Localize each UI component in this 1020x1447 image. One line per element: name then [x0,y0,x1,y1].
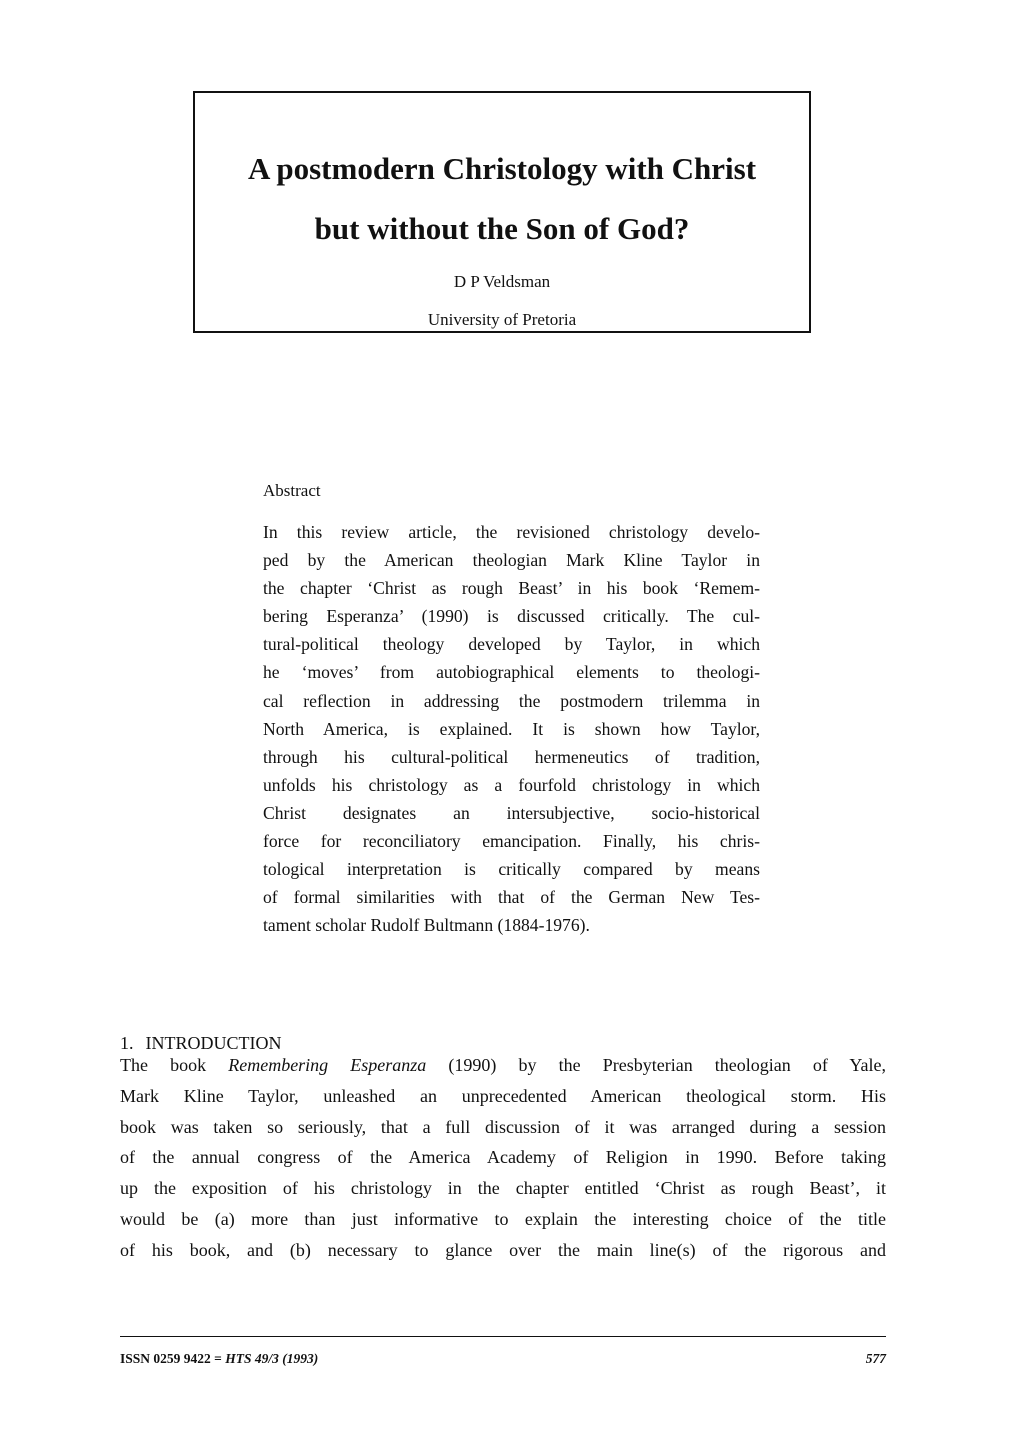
title-box [193,91,811,333]
abstract-line: the chapter ‘Christ as rough Beast’ in his book ‘Remem- [263,578,760,599]
abstract-heading: Abstract [263,481,321,500]
section-title: INTRODUCTION [145,1033,282,1053]
issn-number: ISSN 0259 9422 = [120,1351,226,1366]
abstract-line: cal reflection in addressing the postmodern trilemma in [263,690,760,711]
body-text: The book [120,1055,229,1075]
body-line: Mark Kline Taylor, unleashed an unprecedented American theological storm. His [120,1085,886,1106]
journal-reference: HTS 49/3 (1993) [225,1351,319,1366]
abstract-line: of formal similarities with that of the German New Tes- [263,887,760,908]
abstract-line: ped by the American theologian Mark Kline Taylor in [263,550,760,571]
article-title-line-2: but without the Son of God? [314,211,690,246]
abstract-line: Christ designates an intersubjective, socio-historical [263,802,760,823]
abstract-line: In this review article, the revisioned christology develo- [263,522,760,542]
introduction-text [120,1050,886,1266]
abstract-line: tament scholar Rudolf Bultmann (1884-1976). [263,915,590,936]
abstract-line: unfolds his christology as a fourfold christology in which [263,774,760,795]
body-line: book was taken so seriously, that a full discussion of it was arranged during a session [120,1116,886,1137]
body-line: would be (a) more than just informative to explain the interesting choice of the title [120,1208,886,1229]
article-title-line-1: A postmodern Christology with Christ [247,151,757,186]
body-line: up the exposition of his christology in the chapter entitled ‘Christ as rough Beast’, it [120,1178,886,1199]
abstract-line: force for reconciliatory emancipation. Finally, his chris- [263,831,760,852]
abstract-line: he ‘moves’ from autobiographical elements to theologi- [263,662,760,683]
abstract-line: North America, is explained. It is shown how Taylor, [263,718,760,739]
author-name: D P Veldsman [453,272,551,291]
abstract-line: through his cultural-political hermeneutics of tradition, [263,746,760,767]
footer-citation [120,1352,318,1366]
author-affiliation: University of Pretoria [427,310,577,329]
body-line [120,1050,886,1081]
body-line: of his book, and (b) necessary to glance over the main line(s) of the rigorous and [120,1239,886,1260]
book-title: Remembering Esperanza [228,1055,427,1075]
section-number: 1. [120,1033,134,1053]
body-line: of the annual congress of the America Academy of Religion in 1990. Before taking [120,1147,886,1168]
abstract-line: tological interpretation is critically compared by means [263,859,760,880]
body-text: (1990) by the Presbyterian theologian of Yale, [426,1055,887,1075]
abstract-text [263,518,760,939]
footer-divider [120,1336,886,1337]
abstract-line: tural-political theology developed by Taylor, in which [263,634,760,655]
page-number: 577 [865,1351,886,1366]
abstract-line: bering Esperanza’ (1990) is discussed critically. The cul- [263,606,760,627]
